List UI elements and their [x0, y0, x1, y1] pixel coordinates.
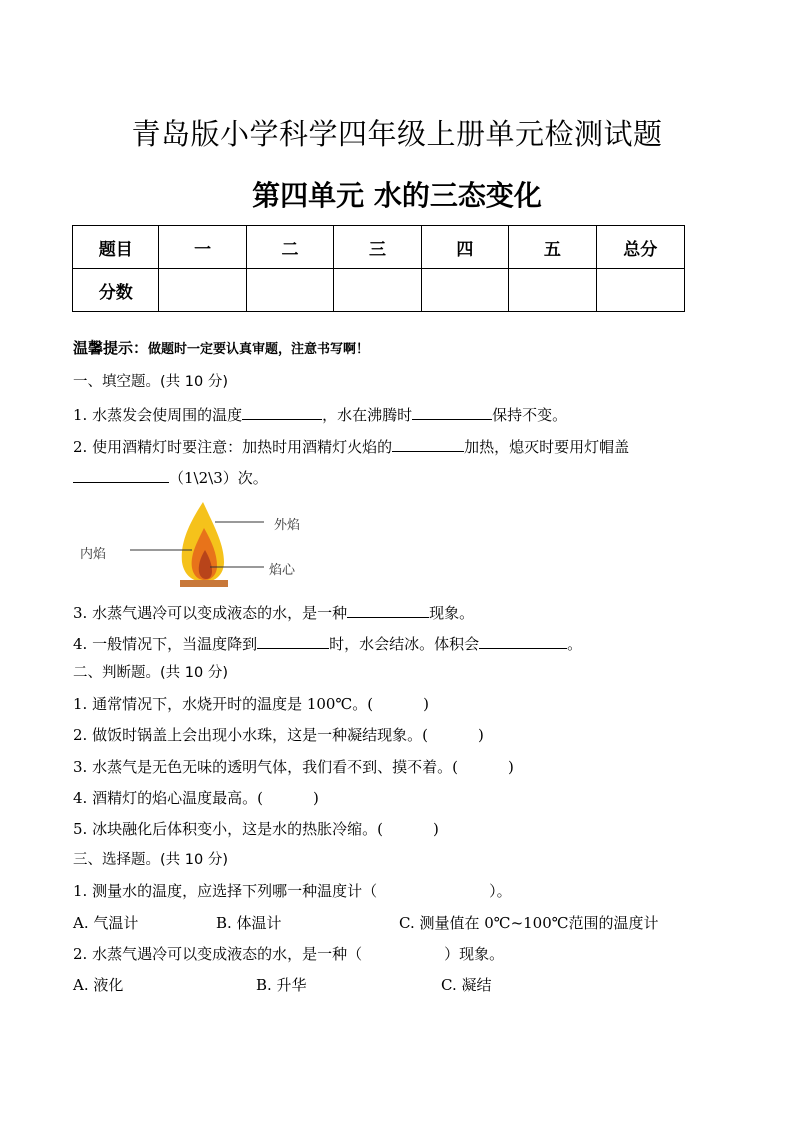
judge-text: 1. 通常情况下，水烧开时的温度是 100℃。( — [73, 695, 374, 713]
document-title: 青岛版小学科学四年级上册单元检测试题 — [131, 117, 663, 151]
question-text: 时，水会结冰。体积会 — [329, 635, 480, 653]
question-text: 。 — [567, 635, 583, 653]
paren-close: ) — [423, 695, 429, 713]
header-cell: 一 — [159, 226, 246, 269]
answer-blank[interactable] — [257, 632, 329, 649]
answer-blank[interactable] — [242, 403, 322, 420]
score-table-header-row — [73, 226, 685, 269]
score-cell[interactable] — [159, 269, 246, 312]
score-cell[interactable] — [421, 269, 508, 312]
question-line — [73, 632, 582, 654]
score-cell[interactable] — [334, 269, 421, 312]
choice-option[interactable]: C. 测量值在 0℃~100℃范围的温度计 — [399, 914, 659, 932]
question-text: 2. 水蒸气遇冷可以变成液态的水，是一种（ — [73, 945, 363, 963]
question-text: ，水在沸腾时 — [322, 406, 413, 424]
question-line — [73, 601, 474, 623]
question-line — [73, 466, 268, 488]
judge-item — [73, 819, 439, 839]
choice-option[interactable]: A. 气温计 — [73, 914, 139, 932]
header-cell: 五 — [509, 226, 596, 269]
header-cell: 总分 — [596, 226, 684, 269]
answer-blank[interactable] — [347, 601, 429, 618]
question-text: 1. 水蒸发会使周围的温度 — [73, 406, 243, 424]
header-cell: 二 — [246, 226, 333, 269]
paren-close: ）。 — [489, 882, 512, 900]
paren-close: ) — [312, 789, 319, 807]
score-cell[interactable] — [596, 269, 684, 312]
judge-item — [73, 788, 319, 808]
outer-flame-label: 外焰 — [274, 518, 301, 533]
score-table-score-row — [73, 269, 685, 312]
judge-item — [73, 725, 484, 745]
paren-close: ）现象。 — [444, 945, 505, 963]
question-text: 现象。 — [429, 604, 475, 622]
inner-flame-label: 内焰 — [80, 547, 107, 562]
alcohol-lamp-flame-figure — [72, 500, 332, 592]
judge-text: 3. 水蒸气是无色无味的透明气体，我们看不到、摸不着。( — [73, 758, 458, 776]
section-heading: 三、选择题。(共 10 分) — [73, 852, 228, 868]
header-cell: 题目 — [73, 226, 159, 269]
choice-option[interactable]: A. 液化 — [73, 976, 124, 994]
choice-option[interactable]: C. 凝结 — [441, 976, 492, 994]
score-cell[interactable] — [509, 269, 596, 312]
tip-line — [73, 338, 369, 360]
answer-blank[interactable] — [73, 466, 169, 483]
question-text: 加热，熄灭时要用灯帽盖 — [464, 438, 630, 456]
header-cell: 四 — [421, 226, 508, 269]
paren-close: ) — [432, 820, 439, 838]
score-cell[interactable] — [246, 269, 333, 312]
question-text: 3. 水蒸气遇冷可以变成液态的水，是一种 — [73, 604, 348, 622]
judge-item — [73, 694, 429, 714]
question-text: 2. 使用酒精灯时要注意：加热时用酒精灯火焰的 — [73, 438, 393, 456]
flame-core-label: 焰心 — [269, 563, 296, 578]
section-heading: 一、填空题。(共 10 分) — [73, 374, 228, 390]
row-label: 分数 — [73, 269, 159, 312]
answer-blank[interactable] — [392, 435, 464, 452]
choice-option[interactable]: B. 升华 — [256, 976, 307, 994]
judge-text: 5. 冰块融化后体积变小，这是水的热胀冷缩。( — [73, 820, 383, 838]
question-text: 4. 一般情况下，当温度降到 — [73, 635, 258, 653]
judge-item — [73, 757, 514, 777]
score-table — [72, 225, 685, 312]
question-text: 1. 测量水的温度，应选择下列哪一种温度计（ — [73, 882, 378, 900]
choice-question — [73, 881, 512, 901]
question-line — [73, 435, 629, 457]
choice-option[interactable]: B. 体温计 — [216, 914, 282, 932]
tip-label: 温馨提示： — [73, 339, 149, 357]
tip-text: 做题时一定要认真审题，注意书写啊！ — [148, 342, 370, 357]
section-heading: 二、判断题。(共 10 分) — [73, 665, 228, 681]
wick-base — [180, 580, 228, 587]
header-cell: 三 — [334, 226, 421, 269]
answer-blank[interactable] — [479, 632, 567, 649]
judge-text: 2. 做饭时锅盖上会出现小水珠，这是一种凝结现象。( — [73, 726, 428, 744]
judge-text: 4. 酒精灯的焰心温度最高。( — [73, 789, 263, 807]
unit-subtitle: 第四单元 水的三态变化 — [252, 179, 542, 212]
question-text: （1\2\3）次。 — [169, 469, 268, 487]
choice-question — [73, 944, 504, 964]
answer-blank[interactable] — [412, 403, 492, 420]
question-line — [73, 403, 567, 425]
question-text: 保持不变。 — [492, 406, 568, 424]
paren-close: ) — [477, 726, 484, 744]
paren-close: ) — [507, 758, 514, 776]
